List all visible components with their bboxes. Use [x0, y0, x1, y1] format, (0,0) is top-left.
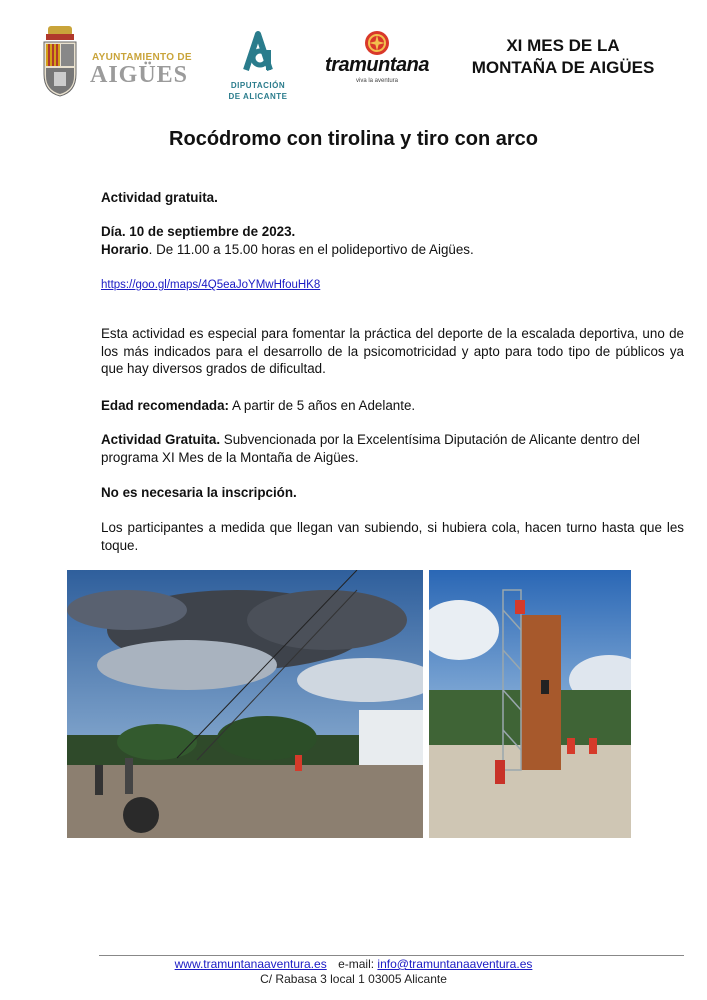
recommended-age: [101, 397, 684, 415]
diputacion-line1: DIPUTACIÓN: [230, 81, 286, 90]
tramuntana-wordmark: tramuntana: [325, 54, 429, 76]
diputacion-mark-icon: [238, 30, 278, 74]
activity-free: Actividad gratuita.: [101, 190, 218, 205]
ayuntamiento-line1: AYUNTAMIENTO DE: [92, 52, 192, 63]
event-series-line1: XI MES DE LA: [506, 36, 620, 55]
map-link-row: [101, 275, 684, 295]
age-text: A partir de 5 años en Adelante.: [229, 398, 416, 413]
free-label: Actividad Gratuita.: [101, 432, 221, 447]
photo-zipline: [67, 570, 423, 838]
map-link[interactable]: https://goo.gl/maps/4Q5eaJoYMwHfouHK8: [101, 279, 321, 291]
age-label: Edad recomendada:: [101, 398, 229, 413]
free-activity: [101, 431, 684, 466]
free-text: Subvencionada por la Excelentísima Diputación de Alicante dentro del programa XI Mes de la Montaña de Aigües.: [101, 432, 640, 465]
schedule: [101, 241, 684, 259]
diputacion-text: [222, 80, 294, 102]
event-series-line2: MONTAÑA DE AIGÜES: [471, 58, 655, 77]
email-label: e-mail:: [338, 957, 375, 971]
zipline-photo-image: [67, 570, 423, 838]
no-registration: No es necesaria la inscripción.: [101, 485, 297, 500]
description: Esta actividad es especial para fomentar la práctica del deporte de la escalada deportiva, uno de los más indicados para el desarrollo de la psicomotricidad y apto para todo tipo de públicos ya que hay diversos grados de dificultad.: [101, 326, 684, 376]
diputacion-line2: DE ALICANTE: [228, 92, 288, 101]
footer-divider: [99, 955, 684, 956]
photo-climbing-wall: [429, 570, 631, 838]
ayuntamiento-line2: AIGÜES: [90, 62, 189, 88]
participants: Los participantes a medida que llegan van subiendo, si hubiera cola, hacen turno hasta que les toque.: [101, 520, 684, 553]
schedule-text: . De 11.00 a 15.00 horas en el polideportivo de Aigües.: [148, 242, 474, 257]
compass-rose-icon: [364, 30, 390, 56]
ayuntamiento-logo: [40, 24, 190, 100]
footer-address: C/ Rabasa 3 local 1 03005 Alicante: [260, 972, 447, 986]
email-link[interactable]: info@tramuntanaaventura.es: [377, 957, 533, 971]
schedule-label: Horario: [101, 242, 149, 257]
event-series-title: [458, 35, 668, 79]
website-link[interactable]: www.tramuntanaaventura.es: [174, 957, 327, 971]
footer-contact: [0, 957, 707, 971]
tramuntana-tagline: viva la aventura: [355, 78, 399, 84]
coat-of-arms-icon: [40, 24, 80, 98]
climbing-wall-photo-image: [429, 570, 631, 838]
event-date: Día. 10 de septiembre de 2023.: [101, 224, 296, 239]
tramuntana-logo: [322, 30, 432, 88]
diputacion-logo: [222, 30, 294, 102]
page-title: Rocódromo con tirolina y tiro con arco: [169, 128, 538, 150]
